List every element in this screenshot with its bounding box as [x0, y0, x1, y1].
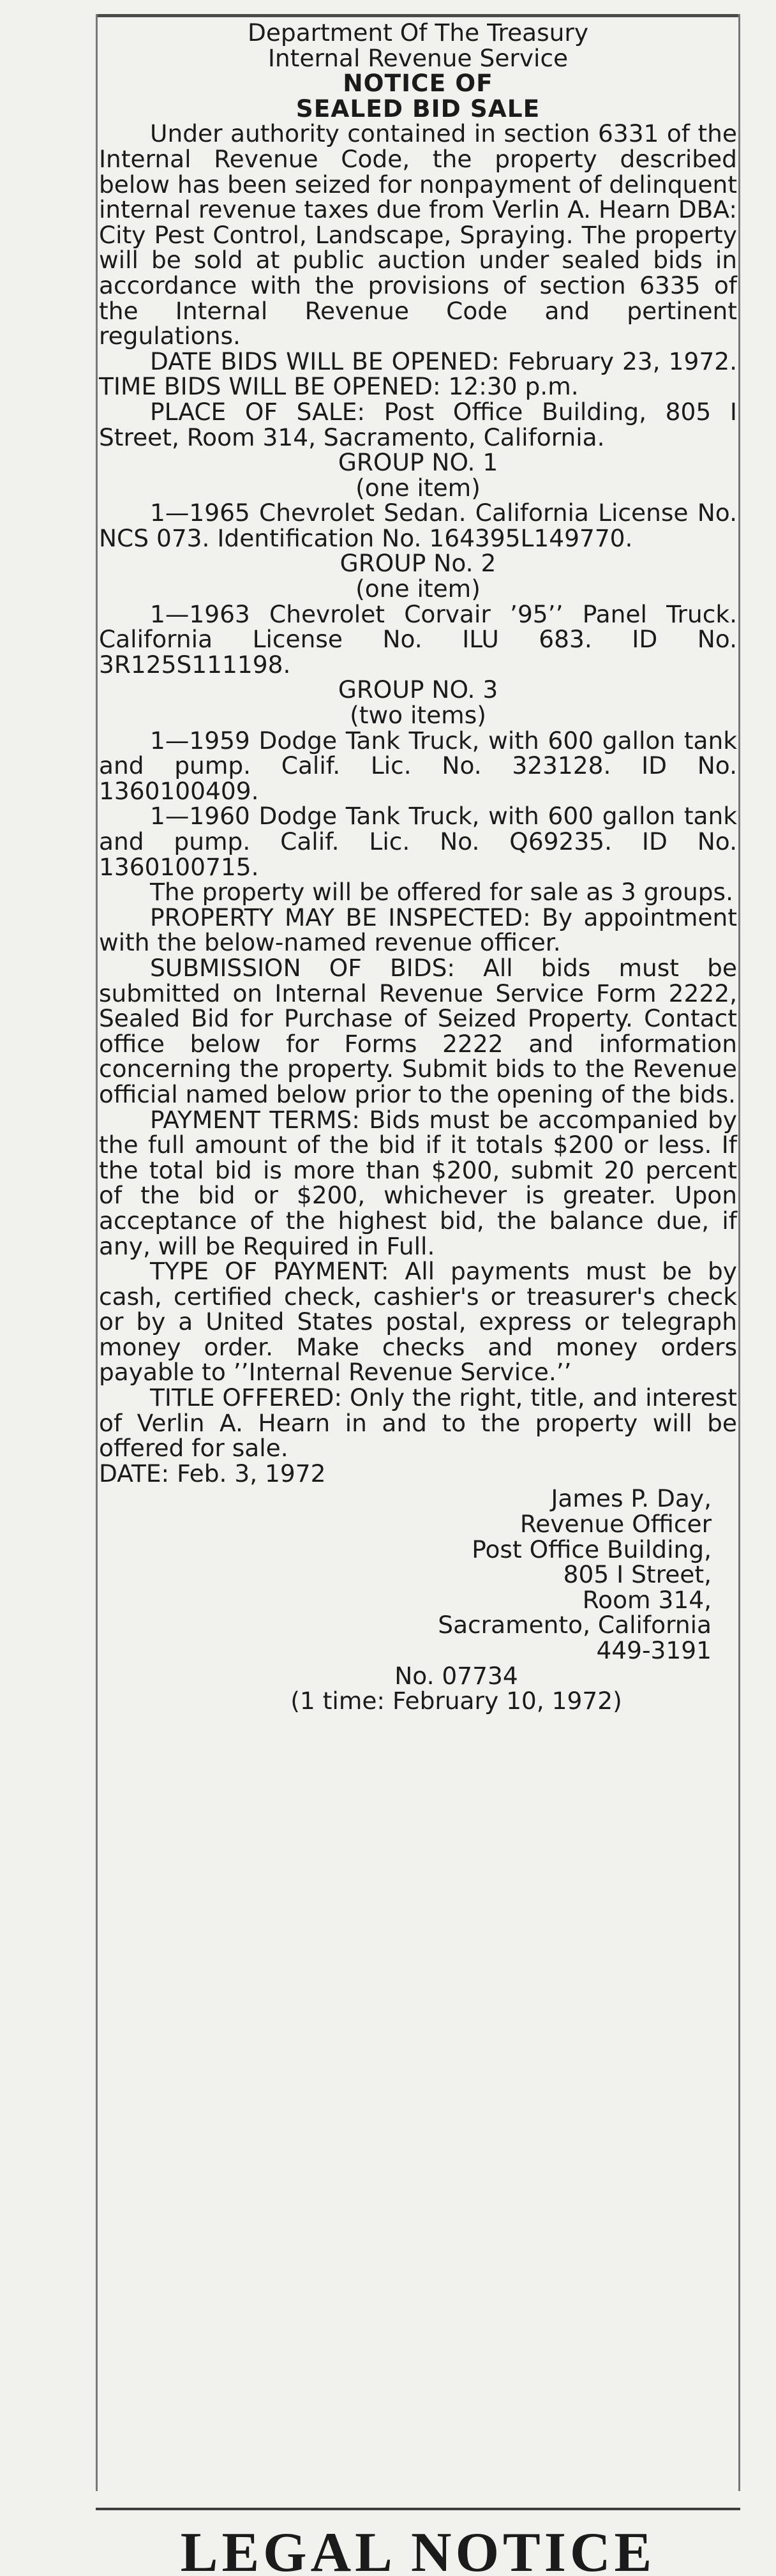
date-bids-opened: DATE BIDS WILL BE OPENED: February 23, 1972. TIME BIDS WILL BE OPENED: 12:30 p.m.	[99, 347, 737, 401]
title-offered-paragraph: TITLE OFFERED: Only the right, title, and interest of Verlin A. Hearn in and to the property will be offered for sale.	[99, 1383, 737, 1463]
officer-street: 805 I Street,	[563, 1560, 712, 1589]
officer-city: Sacramento, California	[438, 1611, 712, 1639]
notice-title-line2: SEALED BID SALE	[295, 94, 541, 123]
legal-notice	[99, 20, 737, 1714]
group-3-count: (two items)	[350, 701, 486, 730]
submission-paragraph: SUBMISSION OF BIDS: All bids must be submitted on Internal Revenue Service Form 2222, Sealed Bid for Purchase of Seized Property. Contact office below for Forms 2222 and information concerning the property. Submit bids to the Revenue official named below prior to the opening of the bids.	[99, 953, 737, 1108]
payment-type-paragraph: TYPE OF PAYMENT: All payments must be by cash, certified check, cashier's or treasurer's check or by a United States postal, express or telegraph money order. Make checks and money orders payable to ’’Internal Revenue Service.’’	[99, 1257, 737, 1387]
officer-building: Post Office Building,	[472, 1535, 712, 1563]
bottom-rule	[96, 2508, 740, 2510]
officer-name: James P. Day,	[551, 1484, 712, 1513]
officer-room: Room 314,	[582, 1585, 712, 1614]
notice-number: No. 07734	[394, 1661, 518, 1690]
group-3-item-2: 1—1960 Dodge Tank Truck, with 600 gallon tank and pump. Calif. Lic. No. Q69235. ID No. 1360100715.	[99, 802, 737, 881]
next-notice-heading: LEGAL NOTICE	[180, 2525, 656, 2576]
inspection-paragraph: PROPERTY MAY BE INSPECTED: By appointment with the below-named revenue officer.	[99, 903, 737, 957]
officer-phone: 449-3191	[596, 1636, 712, 1664]
group-2-item-1: 1—1963 Chevrolet Corvair ’95’’ Panel Truck. California License No. ILU 683. ID No. 3R125S111198.	[99, 599, 737, 679]
top-rule	[96, 14, 740, 17]
officer-role: Revenue Officer	[519, 1510, 712, 1539]
service-heading: Internal Revenue Service	[267, 43, 569, 72]
group-2-heading: GROUP No. 2	[340, 549, 496, 578]
group-1-item-1: 1—1965 Chevrolet Sedan. California License No. NCS 073. Identification No. 164395L149770.	[99, 499, 737, 552]
group-1-count: (one item)	[355, 473, 481, 502]
offered-as-groups: The property will be offered for sale as 3 groups.	[150, 878, 733, 907]
signature-block	[99, 1486, 737, 1663]
notice-date: DATE: Feb. 3, 1972	[99, 1459, 326, 1488]
group-3-item-1: 1—1959 Dodge Tank Truck, with 600 gallon tank and pump. Calif. Lic. No. 323128. ID No. 1360100409.	[99, 726, 737, 805]
column-right-border	[738, 14, 740, 2491]
payment-terms-paragraph: PAYMENT TERMS: Bids must be accompanied by the full amount of the bid if it totals $200 or less. If the total bid is more than $200, submit 20 percent of the bid or $200, whichever is greater. Upon acceptance of the highest bid, the balance due, if any, will be Required in Full.	[99, 1105, 737, 1260]
publication-run: (1 time: February 10, 1972)	[290, 1687, 622, 1715]
place-of-sale: PLACE OF SALE: Post Office Building, 805 I Street, Room 314, Sacramento, California.	[99, 397, 737, 451]
department-heading: Department Of The Treasury	[247, 19, 589, 47]
group-3-heading: GROUP NO. 3	[338, 675, 498, 704]
notice-title-line1: NOTICE OF	[343, 69, 493, 98]
intro-paragraph: Under authority contained in section 6331 of the Internal Revenue Code, the property described below has been seized for nonpayment of delinquent internal revenue taxes due from Verlin A. Hearn DBA: City Pest Control, Landscape, Spraying. The property will be sold at public auction under sealed bids in accordance with the provisions of section 6335 of the Internal Revenue Code and pertinent regulations.	[99, 119, 737, 350]
column-left-border	[96, 14, 98, 2491]
group-1-heading: GROUP NO. 1	[338, 448, 498, 477]
group-2-count: (one item)	[355, 575, 481, 603]
